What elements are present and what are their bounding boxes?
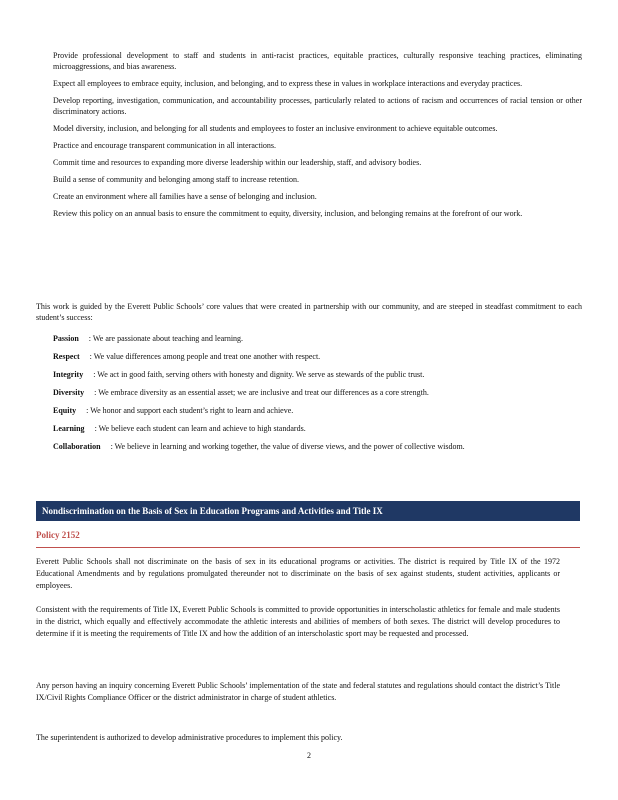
list-item: [36, 157, 582, 168]
list-item: [36, 441, 582, 452]
value-term: Collaboration: [53, 442, 101, 451]
bullet-box-icon: [36, 157, 53, 168]
bullet-box-icon: [36, 50, 53, 72]
bullet-box-icon: [36, 191, 53, 202]
goal-text: Create an environment where all families have a sense of belonging and inclusion.: [53, 192, 317, 201]
policy-paragraph: Consistent with the requirements of Title IX, Everett Public Schools is committed to provide opportunities in interscholastic athletics for female and male students in the district, which equally and effectively accommodate the athletic interests and abilities of members of both sexes. The district will develop procedures to determine if it is meeting the requirements of Title IX and how the addition of an interscholastic sport may be requested and processed.: [36, 605, 560, 638]
bullet-box-icon: [36, 369, 53, 380]
value-text: : We honor and support each student’s right to learn and achieve.: [86, 406, 294, 415]
list-item: [36, 208, 582, 219]
bullet-box-icon: [36, 441, 53, 452]
bullet-box-icon: [36, 140, 53, 151]
bullet-box-icon: [36, 387, 53, 398]
goal-text: Practice and encourage transparent communication in all interactions.: [53, 141, 277, 150]
value-text: : We believe in learning and working together, the value of diverse views, and the power of collective wisdom.: [110, 442, 465, 451]
list-item: [36, 369, 582, 380]
value-term: Learning: [53, 424, 85, 433]
core-values-list: [36, 333, 582, 459]
goals-list: [36, 50, 582, 225]
value-term: Equity: [53, 406, 77, 415]
goal-text: Develop reporting, investigation, communication, and accountability processes, particularly related to actions of racism and occurrences of racial tension or other discriminatory actions.: [53, 96, 582, 116]
list-item: [36, 50, 582, 72]
value-term: Passion: [53, 334, 79, 343]
bullet-box-icon: [36, 123, 53, 134]
value-text: : We embrace diversity as an essential asset; we are inclusive and treat our differences as a core strength.: [94, 388, 429, 397]
bullet-box-icon: [36, 208, 53, 219]
goal-text: Expect all employees to embrace equity, inclusion, and belonging, and to express these in values in workplace interactions and everyday practices.: [53, 79, 523, 88]
goal-text: Commit time and resources to expanding more diverse leadership within our leadership, staff, and advisory bodies.: [53, 158, 422, 167]
divider: [36, 547, 580, 548]
list-item: [36, 423, 582, 434]
bullet-box-icon: [36, 351, 53, 362]
policy-paragraph: Everett Public Schools shall not discriminate on the basis of sex in its educational programs or activities. The district is required by Title IX of the 1972 Educational Amendments and by regulations promulgated thereunder not to discriminate on the basis of sex against students, student activities, applicants or employees.: [36, 557, 560, 590]
list-item: [36, 405, 582, 416]
value-text: : We act in good faith, serving others with honesty and dignity. We serve as stewards of the public trust.: [93, 370, 425, 379]
bullet-box-icon: [36, 174, 53, 185]
policy-paragraph: The superintendent is authorized to develop administrative procedures to implement this policy.: [36, 733, 343, 742]
goal-text: Review this policy on an annual basis to ensure the commitment to equity, diversity, inclusion, and belonging remains at the forefront of our work.: [53, 209, 523, 218]
goal-text: Provide professional development to staff and students in anti-racist practices, equitable practices, culturally responsive teaching practices, eliminating microaggressions, and bias awareness.: [53, 51, 582, 71]
bullet-box-icon: [36, 405, 53, 416]
value-term: Integrity: [53, 370, 84, 379]
list-item: [36, 333, 582, 344]
core-values-intro: This work is guided by the Everett Public Schools’ core values that were created in partnership with our community, and are steeped in steadfast commitment to each student’s success:: [36, 302, 582, 322]
list-item: [36, 191, 582, 202]
policy-paragraph: Any person having an inquiry concerning Everett Public Schools’ implementation of the state and federal statutes and regulations should contact the district’s Title IX/Civil Rights Compliance Officer or the district administrator in charge of student athletics.: [36, 681, 560, 702]
value-term: Respect: [53, 352, 80, 361]
value-text: : We believe each student can learn and achieve to high standards.: [94, 424, 306, 433]
bullet-box-icon: [36, 333, 53, 344]
list-item: [36, 351, 582, 362]
value-text: : We are passionate about teaching and learning.: [88, 334, 244, 343]
section-title-banner: Nondiscrimination on the Basis of Sex in Education Programs and Activities and Title IX: [36, 501, 580, 521]
goal-text: Build a sense of community and belonging among staff to increase retention.: [53, 175, 300, 184]
bullet-box-icon: [36, 423, 53, 434]
list-item: [36, 95, 582, 117]
list-item: [36, 387, 582, 398]
list-item: [36, 123, 582, 134]
policy-label: Policy 2152: [36, 530, 80, 540]
page-number: 2: [307, 751, 311, 760]
value-term: Diversity: [53, 388, 85, 397]
list-item: [36, 78, 582, 89]
list-item: [36, 174, 582, 185]
value-text: : We value differences among people and treat one another with respect.: [89, 352, 321, 361]
goal-text: Model diversity, inclusion, and belonging for all students and employees to foster an inclusive environment to achieve equitable outcomes.: [53, 124, 498, 133]
bullet-box-icon: [36, 78, 53, 89]
list-item: [36, 140, 582, 151]
bullet-box-icon: [36, 95, 53, 117]
